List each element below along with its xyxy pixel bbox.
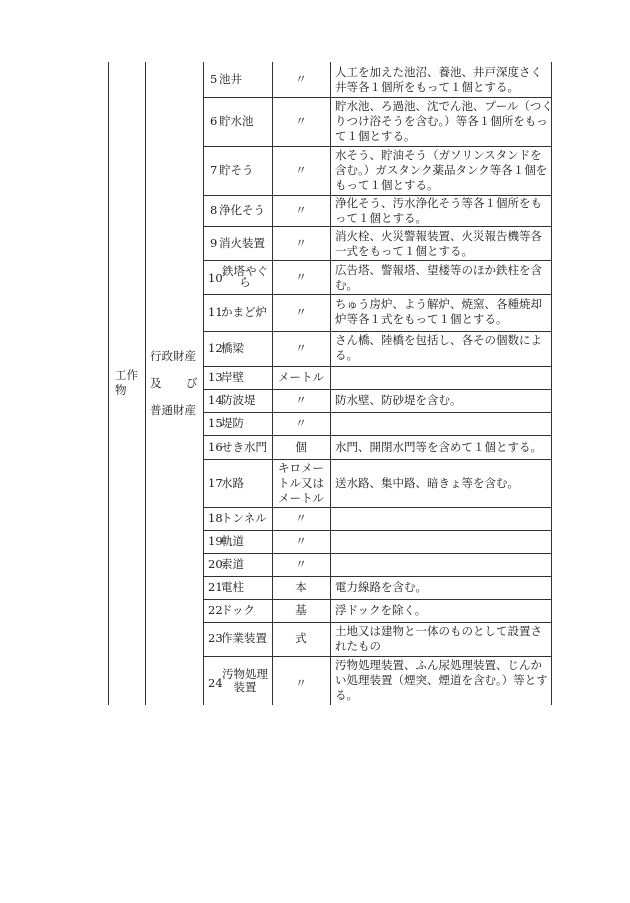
row-unit: 〃 bbox=[295, 236, 307, 250]
row-note: 防水壁、防砂堤を含む。 bbox=[335, 393, 462, 407]
row-number: 18 bbox=[208, 511, 223, 525]
row-name: 水路 bbox=[221, 476, 244, 490]
table-border-left bbox=[108, 62, 109, 705]
row-unit: 〃 bbox=[295, 270, 307, 284]
row-note: さん橋、陸橋を包括し、各その個数による。 bbox=[335, 333, 542, 362]
row-note: 水門、開閉水門等を含めて１個とする。 bbox=[335, 440, 542, 454]
row-name: 堤防 bbox=[221, 416, 244, 430]
row-unit: 〃 bbox=[295, 534, 307, 548]
row-number: 19 bbox=[208, 534, 223, 548]
row-line bbox=[203, 146, 552, 147]
row-number: 17 bbox=[208, 476, 223, 490]
row-line bbox=[203, 366, 552, 367]
row-name: 貯そう bbox=[219, 163, 254, 177]
row-number: 12 bbox=[208, 341, 223, 355]
row-number: 5 bbox=[210, 72, 218, 86]
row-note: 水そう、貯油そう（ガソリンスタンドを含む。）ガスタンク薬品タンク等各１個をもって１個とする。 bbox=[335, 148, 548, 192]
row-note: 貯水池、ろ過池、沈でん池、プール（つくりつけ浴そうを含む。）等各１個所をもって１個とする。 bbox=[335, 99, 553, 143]
row-unit: メートル bbox=[278, 370, 324, 384]
row-number: 20 bbox=[208, 557, 223, 571]
row-number: 8 bbox=[210, 203, 218, 217]
row-name: 汚物処理装置 bbox=[222, 667, 268, 694]
row-number: 11 bbox=[208, 305, 223, 319]
row-number: 14 bbox=[208, 393, 223, 407]
row-line bbox=[203, 412, 552, 413]
row-unit: 〃 bbox=[295, 393, 307, 407]
property-type-line2a: 及 bbox=[150, 376, 162, 390]
row-line bbox=[203, 294, 552, 295]
property-type-line1: 行政財産 bbox=[150, 349, 196, 363]
row-line bbox=[203, 553, 552, 554]
row-line bbox=[203, 260, 552, 261]
table-divider-category bbox=[145, 62, 146, 705]
row-unit: 〃 bbox=[295, 163, 307, 177]
row-note: 浮ドックを除く。 bbox=[335, 603, 427, 617]
row-number: 15 bbox=[208, 416, 223, 430]
row-name: かまど炉 bbox=[221, 305, 267, 319]
row-line bbox=[203, 459, 552, 460]
row-unit: 〃 bbox=[295, 557, 307, 571]
row-name: 電柱 bbox=[221, 580, 244, 594]
row-name: 鉄塔やぐら bbox=[222, 264, 268, 289]
row-line bbox=[203, 599, 552, 600]
row-name: 浄化そう bbox=[219, 203, 265, 217]
row-number: 10 bbox=[208, 271, 223, 285]
row-name: 作業装置 bbox=[221, 631, 267, 645]
row-unit: 式 bbox=[295, 631, 307, 645]
row-name: 貯水池 bbox=[219, 114, 254, 128]
row-name: ドック bbox=[221, 603, 256, 617]
row-number: 7 bbox=[210, 163, 218, 177]
row-note: 電力線路を含む。 bbox=[335, 580, 427, 594]
row-name: 軌道 bbox=[221, 534, 244, 548]
table-divider-property bbox=[203, 62, 204, 705]
row-name: 消火装置 bbox=[219, 236, 265, 250]
row-unit: 〃 bbox=[295, 114, 307, 128]
row-unit: 〃 bbox=[295, 511, 307, 525]
row-number: 21 bbox=[208, 580, 223, 594]
row-note: 消火栓、火災警報装置、火災報告機等各一式をもって１個とする。 bbox=[335, 229, 542, 258]
row-name: 防波堤 bbox=[221, 393, 256, 407]
row-name: せき水門 bbox=[221, 440, 267, 454]
row-unit: 本 bbox=[295, 580, 307, 594]
row-name: 橋梁 bbox=[221, 341, 244, 355]
row-note: 浄化そう、汚水浄化そう等各１個所をもって１個とする。 bbox=[335, 196, 542, 225]
row-line bbox=[203, 530, 552, 531]
row-name: 索道 bbox=[221, 557, 244, 571]
row-unit: キロメートル又はメートル bbox=[278, 461, 324, 505]
table-divider-unit bbox=[330, 62, 331, 705]
row-name: トンネル bbox=[221, 511, 267, 525]
category-label: 工作物 bbox=[115, 368, 138, 397]
row-unit: 基 bbox=[295, 603, 307, 617]
row-unit: 〃 bbox=[295, 72, 307, 86]
row-line bbox=[203, 622, 552, 623]
row-line bbox=[203, 97, 552, 98]
row-number: 22 bbox=[208, 603, 223, 617]
property-type-line2b: び bbox=[186, 376, 198, 390]
row-line bbox=[203, 226, 552, 227]
row-note: 土地又は建物と一体のものとして設置されたもの bbox=[335, 624, 542, 653]
row-unit: 個 bbox=[295, 440, 307, 454]
property-type-line3: 普通財産 bbox=[150, 403, 196, 417]
row-number: 13 bbox=[208, 370, 223, 384]
row-unit: 〃 bbox=[295, 341, 307, 355]
row-name: 岸壁 bbox=[221, 370, 244, 384]
row-number: 16 bbox=[208, 440, 223, 454]
row-line bbox=[203, 656, 552, 657]
row-unit: 〃 bbox=[295, 676, 307, 690]
row-number: 6 bbox=[210, 114, 218, 128]
row-note: 送水路、集中路、暗きょ等を含む。 bbox=[335, 476, 519, 490]
row-line bbox=[203, 389, 552, 390]
row-number: 24 bbox=[208, 676, 223, 690]
row-name: 池井 bbox=[219, 72, 242, 86]
row-line bbox=[203, 331, 552, 332]
row-note: 広告塔、警報塔、望楼等のほか鉄柱を含む。 bbox=[335, 263, 542, 292]
row-note: 人工を加えた池沼、養池、井戸深度さく井等各１個所をもって１個とする。 bbox=[335, 65, 542, 94]
row-number: 9 bbox=[210, 236, 218, 250]
row-line bbox=[203, 576, 552, 577]
row-line bbox=[203, 435, 552, 436]
row-note: 汚物処理装置、ふん尿処理装置、じんかい処理装置（煙突、煙道を含む。）等とする。 bbox=[335, 658, 548, 702]
row-unit: 〃 bbox=[295, 416, 307, 430]
row-line bbox=[203, 507, 552, 508]
row-note: ちゅう房炉、よう解炉、焼窯、各種焼却炉等各１式をもって１個とする。 bbox=[335, 297, 542, 326]
row-number: 23 bbox=[208, 631, 223, 645]
row-unit: 〃 bbox=[295, 305, 307, 319]
row-unit: 〃 bbox=[295, 203, 307, 217]
